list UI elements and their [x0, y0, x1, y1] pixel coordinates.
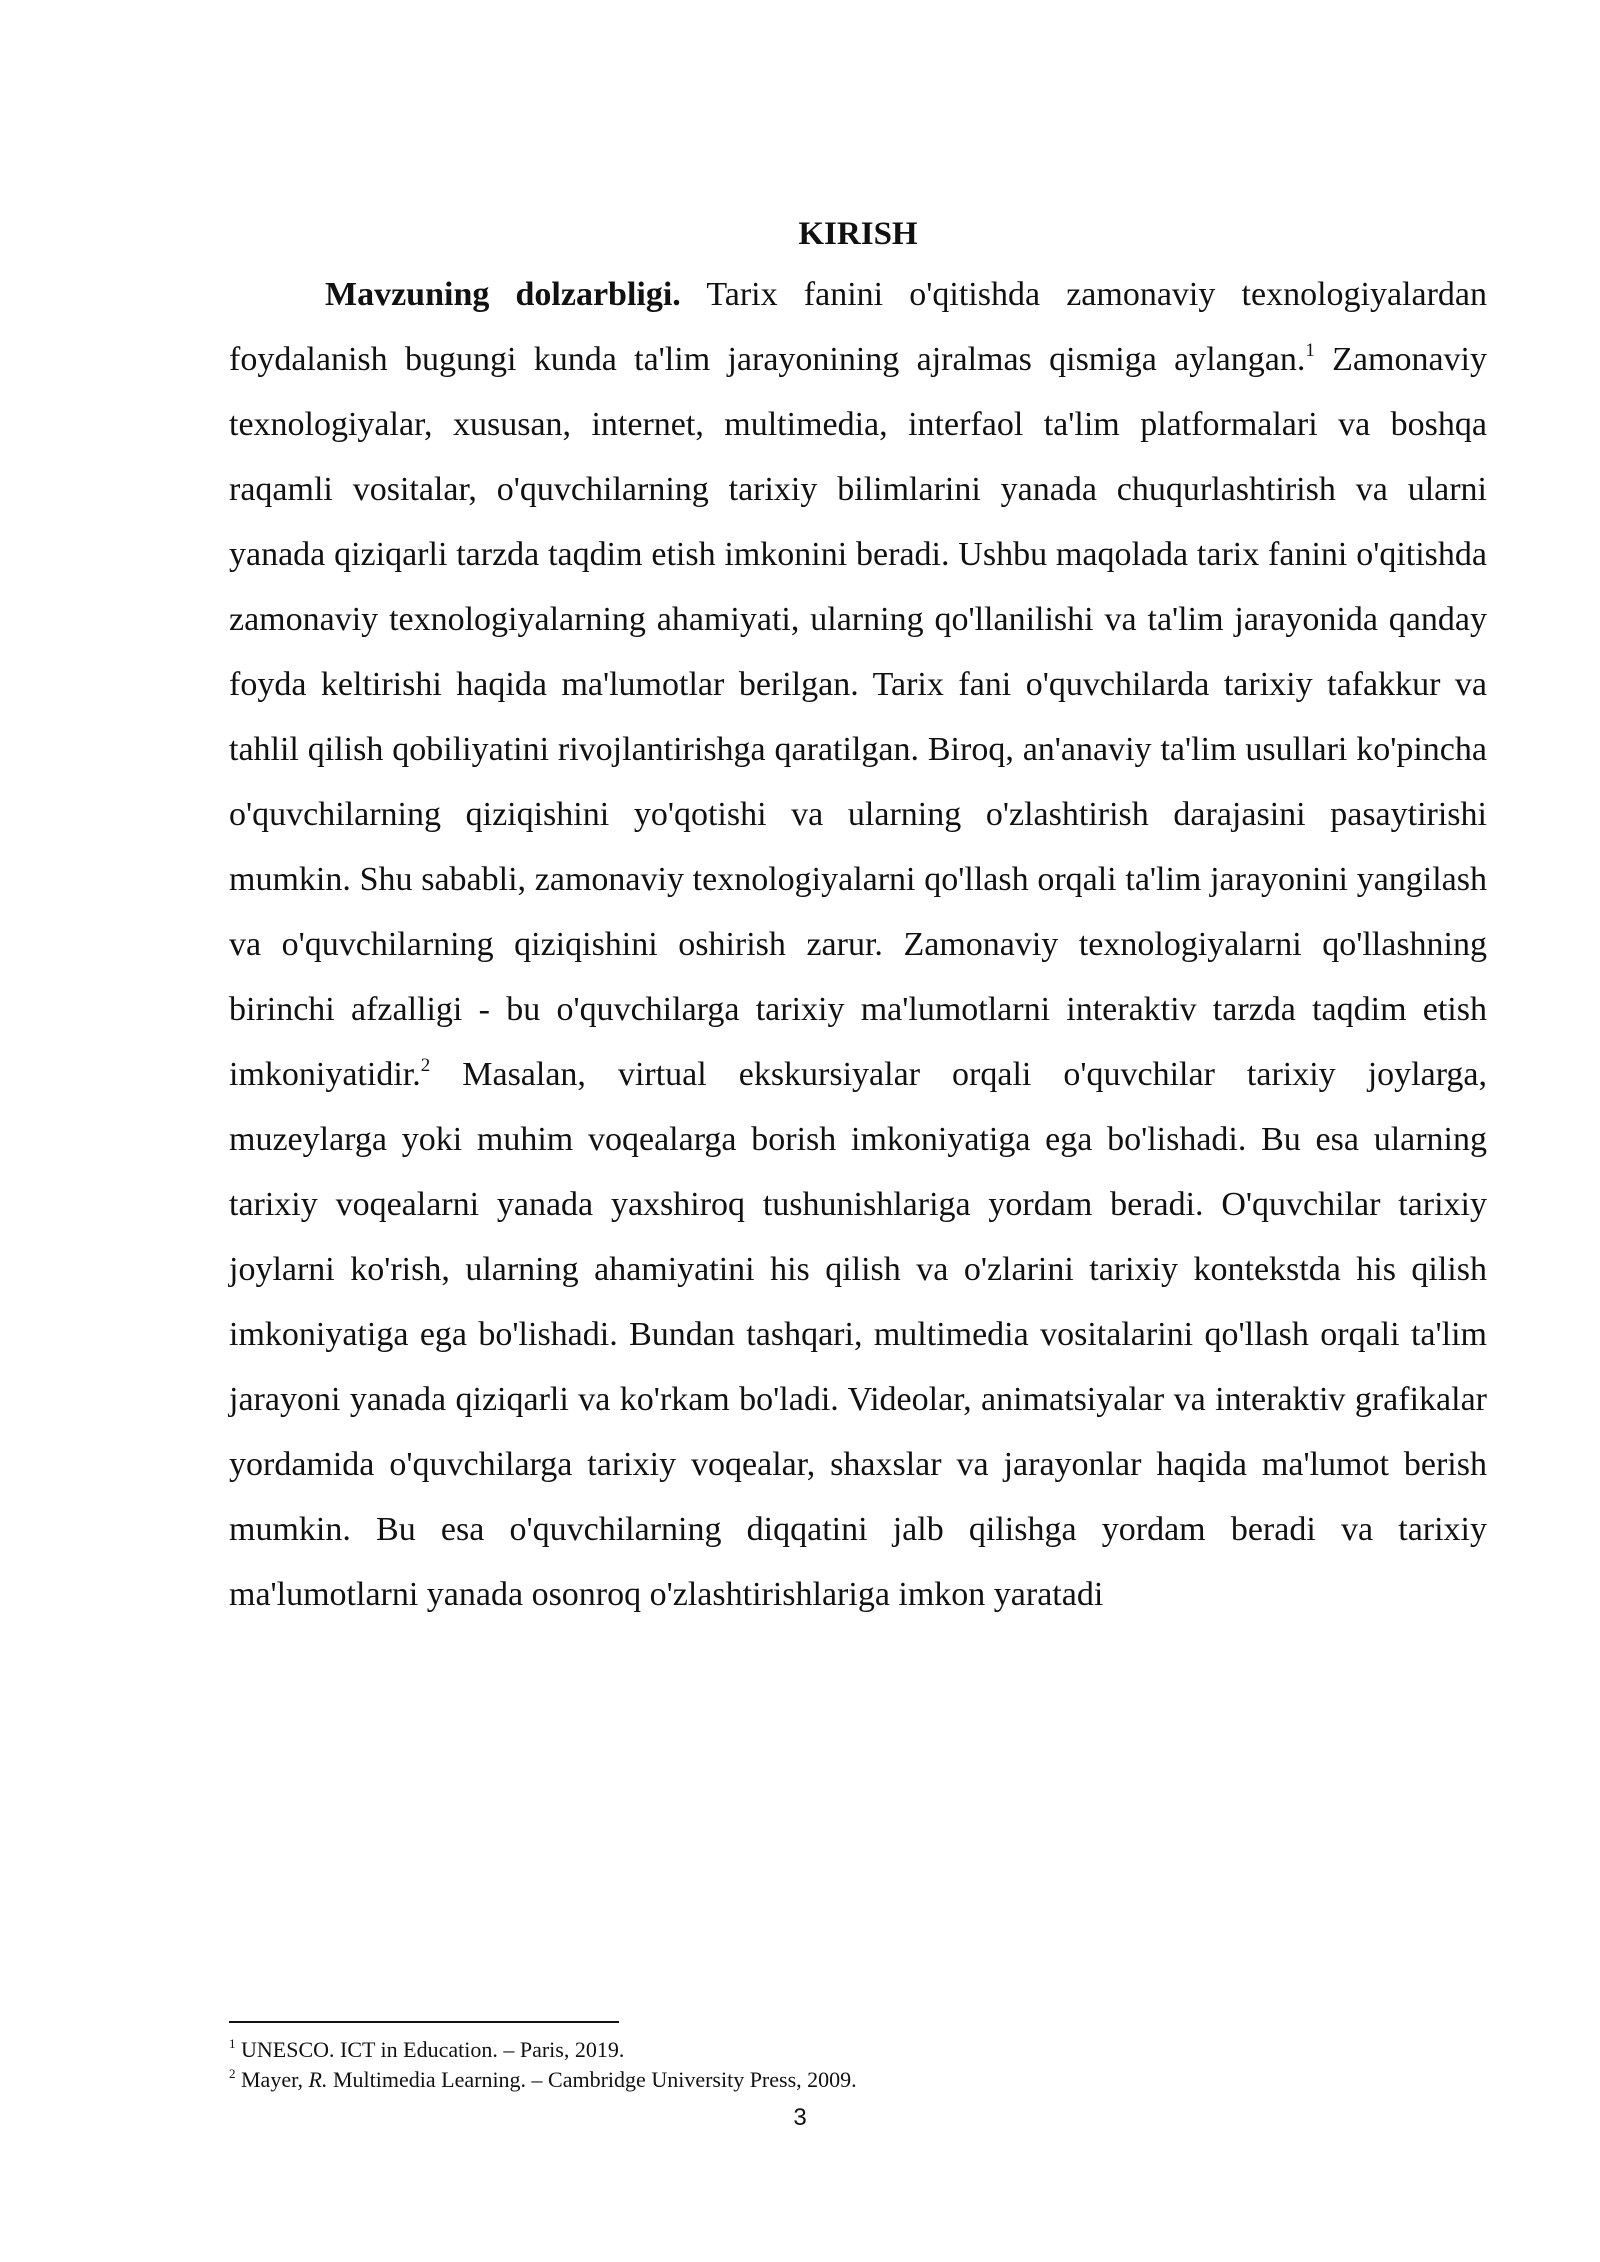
- intro-paragraph: [229, 262, 1487, 1627]
- page-title: KIRISH: [798, 216, 918, 252]
- footnotes-section: [229, 2021, 1487, 2095]
- paragraph-text-1: Tarix fanini o'qitishda zamonaviy texnologiyalardan foydalanish bugungi kunda ta'lim jarayonining ajralmas qismiga aylangan.: [229, 276, 1488, 378]
- footnote-reference-1: 1: [1305, 339, 1315, 361]
- paragraph-text-3: Masalan, virtual ekskursiyalar orqali o'quvchilar tarixiy joylarga, muzeylarga yoki muhim voqealarga borish imkoniyatiga ega bo'lishadi. Bu esa ularning tarixiy voqealarni yanada yaxshiroq tushunishlariga yordam beradi. O'quvchilar tarixiy joylarni ko'rish, ularning ahamiyatini his qilish va o'zlarini tarixiy kontekstda his qilish imkoniyatiga ega bo'lishadi. Bundan tashqari, multimedia vositalarini qo'llash orqali ta'lim jarayoni yanada qiziqarli va ko'rkam bo'ladi. Videolar, animatsiyalar va interaktiv grafikalar yordamida o'quvchilarga tarixiy voqealar, shaxslar va jarayonlar haqida ma'lumot berish mumkin. Bu esa o'quvchilarning diqqatini jalb qilishga yordam beradi va tarixiy ma'lumotlarni yanada osonroq o'zlashtirishlariga imkon yaratadi: [229, 1056, 1487, 1613]
- footnote-1: [229, 2035, 1487, 2065]
- footnote-2: [229, 2065, 1487, 2095]
- footnote-2-text-after: Multimedia Learning. – Cambridge University Press, 2009.: [327, 2067, 857, 2092]
- footnote-1-text: UNESCO. ICT in Education. – Paris, 2019.: [235, 2037, 625, 2062]
- footnote-2-number: 2: [229, 2065, 236, 2081]
- footnote-2-text-before: Mayer,: [235, 2067, 309, 2092]
- paragraph-lead: Mavzuning dolzarbligi.: [325, 276, 681, 313]
- footnote-1-number: 1: [229, 2035, 236, 2051]
- page-number: 3: [793, 2104, 807, 2131]
- main-content: [229, 206, 1487, 1627]
- paragraph-text-2: Zamonaviy texnologiyalar, xususan, internet, multimedia, interfaol ta'lim platformalari va boshqa raqamli vositalar, o'quvchilarning tarixiy bilimlarini yanada chuqurlashtirish va ularni yanada qiziqarli tarzda taqdim etish imkonini beradi. Ushbu maqolada tarix fanini o'qitishda zamonaviy texnologiyalarning ahamiyati, ularning qo'llanilishi va ta'lim jarayonida qanday foyda keltirishi haqida ma'lumotlar berilgan. Tarix fani o'quvchilarda tarixiy tafakkur va tahlil qilish qobiliyatini rivojlantirishga qaratilgan. Biroq, an'anaviy ta'lim usullari ko'pincha o'quvchilarning qiziqishini yo'qotishi va ularning o'zlashtirish darajasini pasaytirishi mumkin. Shu sababli, zamonaviy texnologiyalarni qo'llash orqali ta'lim jarayonini yangilash va o'quvchilarning qiziqishini oshirish zarur. Zamonaviy texnologiyalarni qo'llashning birinchi afzalligi - bu o'quvchilarga tarixiy ma'lumotlarni interaktiv tarzda taqdim etish imkoniyatidir.: [229, 341, 1487, 1093]
- footnote-separator: [229, 2021, 619, 2023]
- footnote-2-text-italic: R.: [308, 2067, 328, 2092]
- footnote-reference-2: 2: [420, 1054, 431, 1076]
